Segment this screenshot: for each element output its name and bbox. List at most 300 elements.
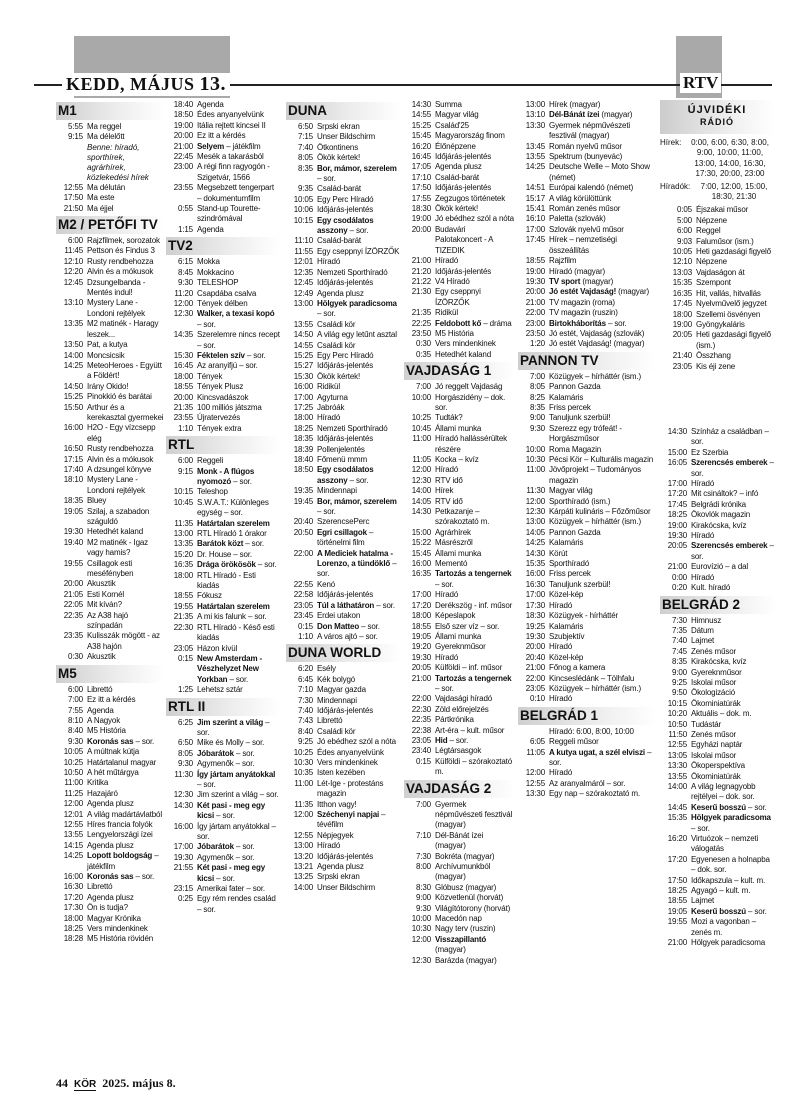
program-title-cell [691, 709, 776, 719]
program-time: 16:30 [63, 882, 83, 892]
program-title-cell [691, 657, 776, 667]
program-title: Képeslapok [435, 611, 476, 621]
program-title-cell [317, 685, 401, 695]
program-title: Jó ebédhez szól a nóta [435, 214, 514, 224]
program-time: 19:00 [667, 520, 687, 530]
program-title: Lét-Ige - protestáns magazin [317, 778, 384, 799]
program-title: Virtuózok – nemzeti válogatás [691, 834, 759, 854]
program-time: 22:30 [173, 622, 193, 632]
program-title-cell [549, 110, 656, 120]
program-title: TV magazin (ruszin) [549, 308, 618, 318]
program-row [286, 549, 401, 580]
program-time: 6:15 [178, 257, 193, 267]
program-row [518, 235, 656, 256]
program-row [166, 413, 280, 423]
program-title: Friss percek [549, 402, 591, 412]
program-row [56, 465, 164, 475]
program-time: 16:50 [63, 444, 83, 454]
program-title: Európai kalendó (német) [549, 183, 634, 193]
program-title: Ma délután [87, 182, 126, 192]
program-row [166, 162, 280, 183]
program-time: 11:20 [174, 288, 193, 298]
program-title-cell [549, 611, 656, 621]
program-title: Jóbarátok [197, 842, 234, 852]
program-title: Dél-Bánát ízei [549, 110, 600, 120]
program-title-cell [435, 852, 514, 862]
program-row [404, 852, 514, 862]
program-row [660, 479, 776, 489]
program-time: 12:10 [672, 257, 692, 267]
program-title-cell [87, 246, 164, 256]
program-title: Ridikül [435, 308, 458, 318]
program-title-cell [317, 361, 401, 371]
program-title-cell [549, 393, 656, 403]
program-title: Alvin és a mókusok [87, 454, 154, 464]
program-time: 22:25 [411, 318, 431, 328]
program-title: Agenda plusz [317, 288, 364, 298]
program-suffix: – sor. [317, 174, 336, 184]
program-row [56, 903, 164, 913]
program-time: 15:30 [173, 350, 193, 360]
program-title: Reggeli [197, 456, 224, 466]
program-title-cell [87, 382, 164, 392]
program-row [56, 257, 164, 267]
program-title-cell [691, 876, 776, 886]
program-row [518, 517, 656, 527]
program-time: 9:30 [178, 759, 193, 769]
program-time: 10:30 [293, 757, 313, 767]
program-suffix: – sor. [133, 872, 155, 881]
news-times [660, 138, 774, 180]
program-time: 7:43 [298, 716, 313, 726]
program-suffix: – sor. [317, 507, 336, 517]
program-suffix: – sor. [197, 340, 216, 350]
program-row [660, 834, 776, 855]
program-time: 10:00 [411, 392, 431, 402]
program-row [404, 277, 514, 287]
program-time: 9:00 [672, 667, 687, 677]
program-row [286, 132, 401, 142]
program-time: 6:00 [178, 456, 193, 466]
program-row [166, 863, 280, 884]
program-title-cell [317, 299, 401, 320]
program-row [518, 507, 656, 517]
program-title-cell [197, 801, 280, 822]
program-suffix: – sor. [359, 621, 380, 631]
program-title-cell [197, 309, 280, 330]
program-row [56, 236, 164, 246]
program-title: Magyar világ [435, 110, 479, 120]
program-title-cell [197, 413, 280, 423]
program-title: Fókusz [197, 591, 222, 601]
program-suffix: – sor. [243, 539, 264, 549]
program-title: Mystery Lane - Londoni rejtélyek [87, 475, 145, 495]
program-title: Híradó [317, 257, 341, 267]
program-title: Monk - A flúgos nyomozó [197, 466, 255, 486]
program-row [56, 631, 164, 652]
program-row [404, 862, 514, 883]
program-row [660, 247, 774, 257]
program-time: 9:50 [672, 688, 687, 698]
program-title: Barázda (magyar) [435, 955, 497, 965]
program-row [404, 559, 514, 569]
program-title: Akusztik [87, 652, 116, 662]
program-row [518, 393, 656, 403]
program-title: Ez itt a kérdés [87, 695, 136, 705]
program-time: 15:50 [63, 402, 83, 412]
program-time: 16:45 [411, 152, 431, 162]
program-time: 23:05 [525, 683, 545, 693]
program-title: Sporthíradó [549, 559, 590, 569]
program-title-cell [197, 738, 280, 748]
program-title: V4 Híradó [435, 276, 470, 286]
program-time: 21:35 [173, 402, 193, 412]
program-time: 10:20 [667, 709, 687, 719]
program-title-cell [87, 851, 164, 872]
program-time: 10:25 [63, 757, 83, 767]
program-title: Teleshop [197, 487, 228, 497]
program-title: Lajmet [691, 896, 715, 906]
program-title-cell [317, 434, 401, 444]
program-time: 15:35 [672, 278, 692, 288]
program-title-cell [197, 529, 280, 539]
program-title-cell [435, 883, 514, 893]
program-title-cell [197, 393, 280, 403]
program-title: Dél-Bánát ízei (magyar) [435, 830, 484, 851]
program-time: 14:51 [525, 183, 545, 193]
program-title-cell [691, 448, 776, 458]
program-title-cell [435, 632, 514, 642]
program-row [166, 759, 280, 769]
program-time: 13:03 [672, 267, 692, 277]
program-row [56, 747, 164, 757]
program-row [286, 831, 401, 841]
program-time: 9:30 [416, 903, 431, 913]
program-row [660, 699, 776, 709]
program-time: 17:20 [411, 600, 431, 610]
program-time: 9:30 [68, 736, 83, 746]
program-row [404, 100, 514, 110]
program-suffix: – sor. [347, 475, 369, 485]
program-time: 18:40 [173, 100, 193, 109]
program-title: Híradó [549, 600, 573, 610]
program-time: 10:00 [411, 914, 431, 924]
program-suffix: – sor. [243, 738, 265, 748]
program-row [660, 668, 776, 678]
program-time: 18:55 [411, 621, 431, 631]
program-title-cell [197, 361, 280, 371]
program-title: Unser Bildschirm [317, 132, 376, 142]
program-title: Kulisszák mögött - az A38 hajón [87, 631, 160, 651]
program-title-cell [691, 626, 776, 636]
program-row [518, 329, 656, 339]
program-time: 18:30 [411, 204, 431, 214]
program-title: Nyelvművelő jegyzet [696, 299, 767, 309]
program-title: Hazajáró [87, 788, 118, 798]
program-title-cell [87, 611, 164, 632]
program-title-cell [317, 164, 401, 185]
program-row [166, 424, 280, 434]
program-time: 18:55 [173, 591, 193, 601]
program-row [404, 267, 514, 277]
program-title: Család'25 [435, 120, 469, 130]
program-time: 21:35 [173, 612, 193, 622]
program-title-cell [87, 122, 164, 132]
program-title-cell [87, 758, 164, 768]
program-time: 18:40 [293, 455, 313, 464]
program-title: M5 História [435, 328, 474, 338]
channel-heading: M5 [56, 665, 164, 683]
program-suffix: – sor. [745, 906, 767, 916]
program-time: 19:55 [173, 601, 193, 611]
schedule-column-2 [166, 100, 280, 1075]
program-row [286, 153, 401, 163]
program-title: Külföldi [435, 663, 461, 673]
program-title: Selyem [197, 141, 225, 151]
program-title-cell [549, 663, 656, 673]
hirado-times [660, 182, 774, 203]
program-title-cell [317, 268, 401, 278]
program-title: Vers mindenkinek [435, 339, 496, 349]
program-title-cell [549, 569, 656, 579]
program-row [286, 455, 401, 465]
program-row [166, 623, 280, 644]
program-title-cell [691, 668, 776, 678]
program-title: Lengyelországi ízei [87, 830, 153, 840]
program-title: Jim szerint a világ [197, 717, 264, 727]
program-title-cell [317, 758, 401, 768]
program-title: Esti Kornél [87, 589, 125, 599]
program-title: Mokkacino [197, 267, 234, 277]
program-row [660, 761, 776, 771]
program-title: M2 matinék - Haragy leszek... [87, 319, 159, 339]
program-title-cell [87, 267, 164, 277]
program-row [404, 350, 514, 360]
program-time: 18:35 [63, 496, 83, 506]
program-time: 19:40 [63, 537, 83, 547]
program-row [518, 779, 656, 789]
program-title-cell [435, 339, 514, 349]
program-title: RTL Híradó - Esti kiadás [197, 570, 256, 591]
program-row [404, 413, 514, 423]
program-title-cell [691, 427, 776, 448]
program-title: Híradó [435, 465, 459, 475]
program-suffix: – sor. [257, 790, 279, 800]
program-suffix: – sor. [231, 477, 252, 486]
program-title-cell [197, 131, 280, 141]
program-title-cell [197, 162, 280, 183]
program-title-cell [549, 653, 656, 663]
program-title: TV sport [549, 276, 581, 286]
program-time: 10:50 [63, 767, 83, 777]
program-time: 8:10 [68, 715, 83, 725]
program-title-cell [691, 583, 776, 593]
program-title: Mit csináltok? [691, 489, 738, 499]
program-time: 15:27 [293, 361, 313, 371]
program-row [286, 737, 401, 747]
program-title: Jövőprojekt – Tudományos magazin [549, 465, 642, 485]
program-title-cell [197, 644, 280, 654]
program-title: Ökovlók magazin [691, 510, 751, 520]
program-title: Híradó [549, 642, 573, 652]
program-title-cell [197, 749, 280, 759]
program-title: Jim szerint a világ [197, 790, 258, 800]
program-time: 16:35 [173, 560, 193, 570]
program-time: 18:30 [525, 611, 545, 621]
program-time: 5:55 [68, 122, 83, 131]
program-row [660, 320, 774, 330]
program-title: Nemzeti Sporthíradó [317, 423, 388, 433]
program-time: 12:00 [525, 768, 545, 778]
program-time: 0:15 [416, 756, 431, 766]
channel-heading: M2 / PETŐFI TV [56, 216, 164, 234]
program-time: 15:20 [173, 549, 193, 559]
program-time: 11:00 [294, 778, 313, 788]
program-time: 22:00 [293, 548, 313, 558]
ujvideki-radio-section [660, 100, 774, 372]
program-row [518, 424, 656, 445]
program-title: Híradó [435, 590, 459, 600]
program-row [166, 822, 280, 843]
channel-heading: DUNA [286, 102, 401, 120]
program-title: Közügyek – hírháttér (ism.) [549, 371, 641, 381]
program-title-cell [197, 142, 280, 152]
program-row [166, 801, 280, 822]
program-time: 13:00 [525, 100, 545, 109]
program-title-cell [87, 820, 164, 830]
program-title: Családi kör [317, 726, 356, 736]
channel-heading: BELGRÁD 1 [518, 707, 656, 725]
channel-heading: RTL II [166, 698, 280, 716]
program-time: 18:00 [293, 413, 313, 423]
program-title: Ökoperspektíva [691, 761, 745, 771]
program-suffix: – sor. [214, 811, 235, 821]
program-row [286, 601, 401, 611]
program-title: Szellemi ösvényen [696, 309, 761, 319]
program-suffix: – sor. [133, 736, 155, 746]
program-title: Egy nap [549, 789, 578, 799]
program-title: Iskolai műsor [691, 750, 737, 760]
program-time: 15:41 [525, 204, 545, 214]
program-time: 18:25 [667, 510, 687, 520]
program-title-cell [549, 748, 656, 769]
program-title: Reggel [696, 226, 721, 236]
program-row [56, 914, 164, 924]
program-row [56, 267, 164, 277]
program-title-cell [87, 527, 164, 537]
program-title-cell [317, 696, 401, 706]
program-title-cell [87, 236, 164, 246]
program-suffix: – sor. [197, 821, 276, 841]
program-title: Az aranyalmáról [549, 778, 605, 788]
program-note: Benne: híradó, sporthírek, agrárhírek, közlekedési hírek [87, 142, 149, 182]
program-time: 22:00 [411, 694, 431, 704]
program-row [404, 476, 514, 486]
program-title: Hölgyek paradicsoma [317, 298, 397, 308]
program-title: Hírek – nemzetiségi összeállítás [549, 235, 617, 255]
program-time: 9:30 [178, 278, 193, 288]
program-title-cell [317, 601, 401, 611]
program-time: 23:00 [525, 318, 545, 328]
schedule-column-4 [404, 100, 514, 1075]
program-title: Házon kívül [197, 643, 238, 653]
program-title-cell [549, 183, 656, 193]
program-time: 17:45 [667, 499, 687, 509]
program-row [166, 884, 280, 894]
program-row [56, 246, 164, 256]
program-row [56, 579, 164, 589]
program-title: Szerelemre nincs recept [197, 330, 280, 340]
program-row [166, 644, 280, 654]
program-title-cell [197, 519, 280, 529]
program-row [286, 341, 401, 351]
program-time: 18:55 [525, 256, 545, 266]
program-title: Archívumunkból (magyar) [435, 862, 491, 882]
program-title-cell [435, 601, 514, 611]
program-time: 17:50 [411, 183, 431, 193]
program-time: 7:30 [416, 851, 431, 861]
program-time: 21:00 [667, 938, 687, 948]
program-suffix: – kult. m. [717, 886, 751, 896]
program-title-cell [435, 757, 514, 778]
program-time: 10:15 [173, 487, 193, 497]
program-title: A Mediciek hatalma - Lorenzo, a tündöklő [317, 548, 393, 569]
program-title: Agenda plusz [87, 799, 134, 809]
program-title: Budavári Palotakoncert - A TIZEDIK [435, 224, 493, 255]
program-row [166, 467, 280, 488]
program-title-cell [691, 886, 776, 896]
program-title: Jó reggelt Vajdaság [435, 382, 503, 392]
program-row [286, 632, 401, 642]
program-time: 20:00 [525, 287, 545, 297]
program-title-cell [696, 362, 774, 372]
program-title: Újratervezés [197, 413, 241, 423]
program-title: Kirakócska, kvíz [691, 657, 747, 667]
program-title: Megsebzett tengerpart – dokumentumfilm [197, 183, 274, 203]
program-row [166, 498, 280, 519]
section-label-rtv: RTV [680, 73, 721, 93]
program-title: Mozi a vagonban [691, 917, 750, 927]
program-time: 11:05 [412, 455, 431, 464]
program-row [518, 152, 656, 162]
program-time: 11:30 [526, 486, 545, 496]
channel-heading: RTL [166, 436, 280, 454]
program-row [286, 299, 401, 320]
program-title-cell [197, 759, 280, 769]
program-title-cell [197, 351, 280, 361]
program-title: Közel-kép [549, 652, 584, 662]
program-title-cell [691, 751, 776, 761]
program-title: Ökök kértek! [317, 153, 361, 163]
program-title-cell [691, 562, 776, 572]
program-time: 13:55 [293, 319, 313, 329]
program-time: 10:50 [667, 719, 687, 729]
program-row [518, 319, 656, 329]
program-row [286, 872, 401, 882]
program-row [660, 917, 776, 938]
program-row [56, 810, 164, 820]
program-time: 14:50 [63, 381, 83, 391]
program-title-cell [691, 699, 776, 709]
program-time: 19:05 [667, 906, 687, 916]
program-title: Magyar világ [549, 486, 593, 496]
program-title-cell [87, 538, 164, 559]
program-suffix: – sor. [233, 852, 255, 862]
program-title-cell [549, 256, 656, 266]
program-time: 11:00 [526, 465, 545, 475]
channel-heading: TV2 [166, 237, 280, 255]
program-title-cell [197, 382, 280, 392]
